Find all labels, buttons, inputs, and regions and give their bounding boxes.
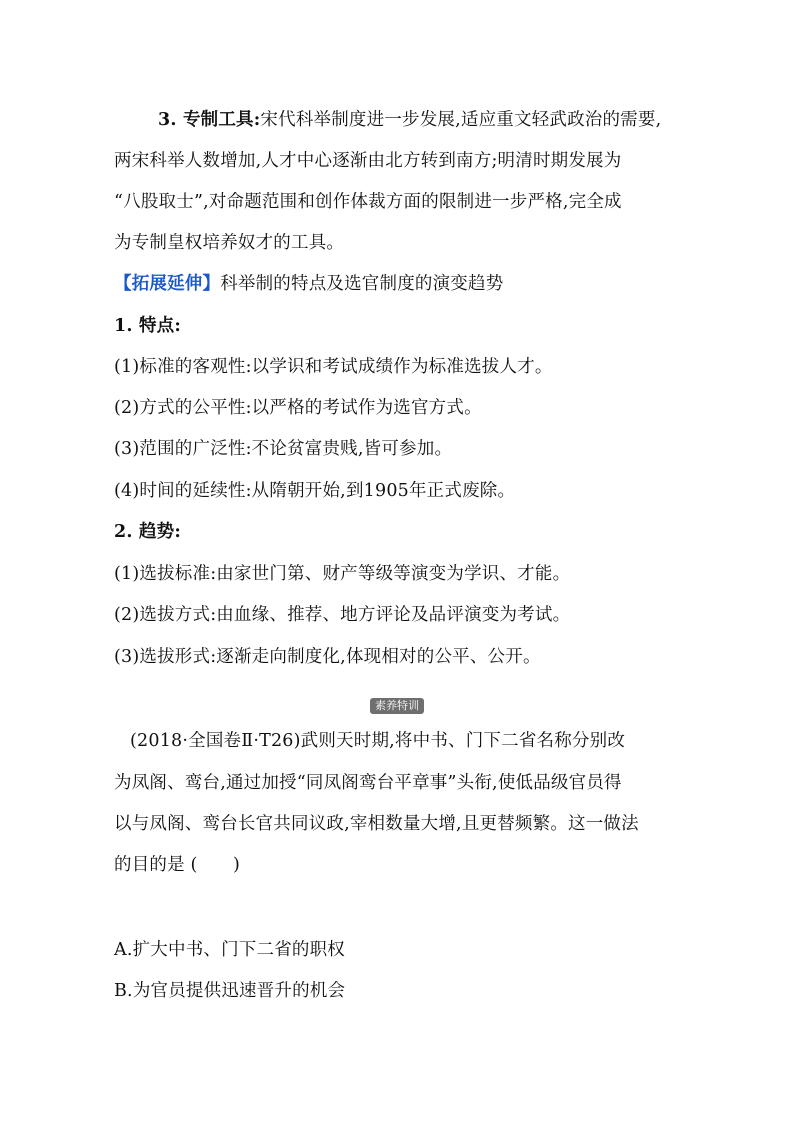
section3-line2: 两宋科举人数增加,人才中心逐渐由北方转到南方;明清时期发展为 [114, 151, 622, 171]
trend-item: (3)选拔形式:逐渐走向制度化,体现相对的公平、公开。 [114, 647, 541, 667]
question-line: 为凤阁、鸾台,通过加授“同凤阁鸾台平章事”头衔,使低品级官员得 [114, 773, 622, 793]
section3-lead: 3. 专制工具: [158, 110, 261, 130]
answer-option-b[interactable]: B.为官员提供迅速晋升的机会 [114, 981, 346, 1001]
badge-row [0, 694, 794, 714]
trend-item: (2)选拔方式:由血缘、推荐、地方评论及品评演变为考试。 [114, 605, 571, 625]
extension-tag: 【拓展延伸】 [114, 274, 221, 294]
question-line: (2018·全国卷Ⅱ·T26)武则天时期,将中书、门下二省名称分别改 [130, 731, 626, 751]
section3-line1 [158, 108, 661, 132]
answer-option-a[interactable]: A.扩大中书、门下二省的职权 [114, 940, 345, 960]
section3-line4: 为专制皇权培养奴才的工具。 [114, 233, 345, 253]
feature-item: (3)范围的广泛性:不论贫富贵贱,皆可参加。 [114, 439, 453, 459]
feature-item: (4)时间的延续性:从隋朝开始,到1905年正式废除。 [114, 481, 516, 501]
question-line: 以与凤阁、鸾台长官共同议政,宰相数量大增,且更替频繁。这一做法 [114, 814, 639, 834]
trends-heading: 2. 趋势: [114, 522, 182, 542]
section3-line1-text: 宋代科举制度进一步发展,适应重文轻武政治的需要, [260, 110, 662, 130]
question-line: 的目的是 ( ) [114, 855, 241, 875]
features-heading: 1. 特点: [114, 316, 182, 336]
feature-item: (2)方式的公平性:以严格的考试作为选官方式。 [114, 398, 482, 418]
feature-item: (1)标准的客观性:以学识和考试成绩作为标准选拔人才。 [114, 357, 553, 377]
section3-line3: “八股取士”,对命题范围和创作体裁方面的限制进一步严格,完全成 [114, 192, 622, 212]
trend-item: (1)选拔标准:由家世门第、财产等级等演变为学识、才能。 [114, 564, 571, 584]
extension-title: 科举制的特点及选官制度的演变趋势 [220, 274, 504, 294]
extension-heading [114, 272, 503, 296]
training-badge: 素养特训 [370, 698, 424, 714]
